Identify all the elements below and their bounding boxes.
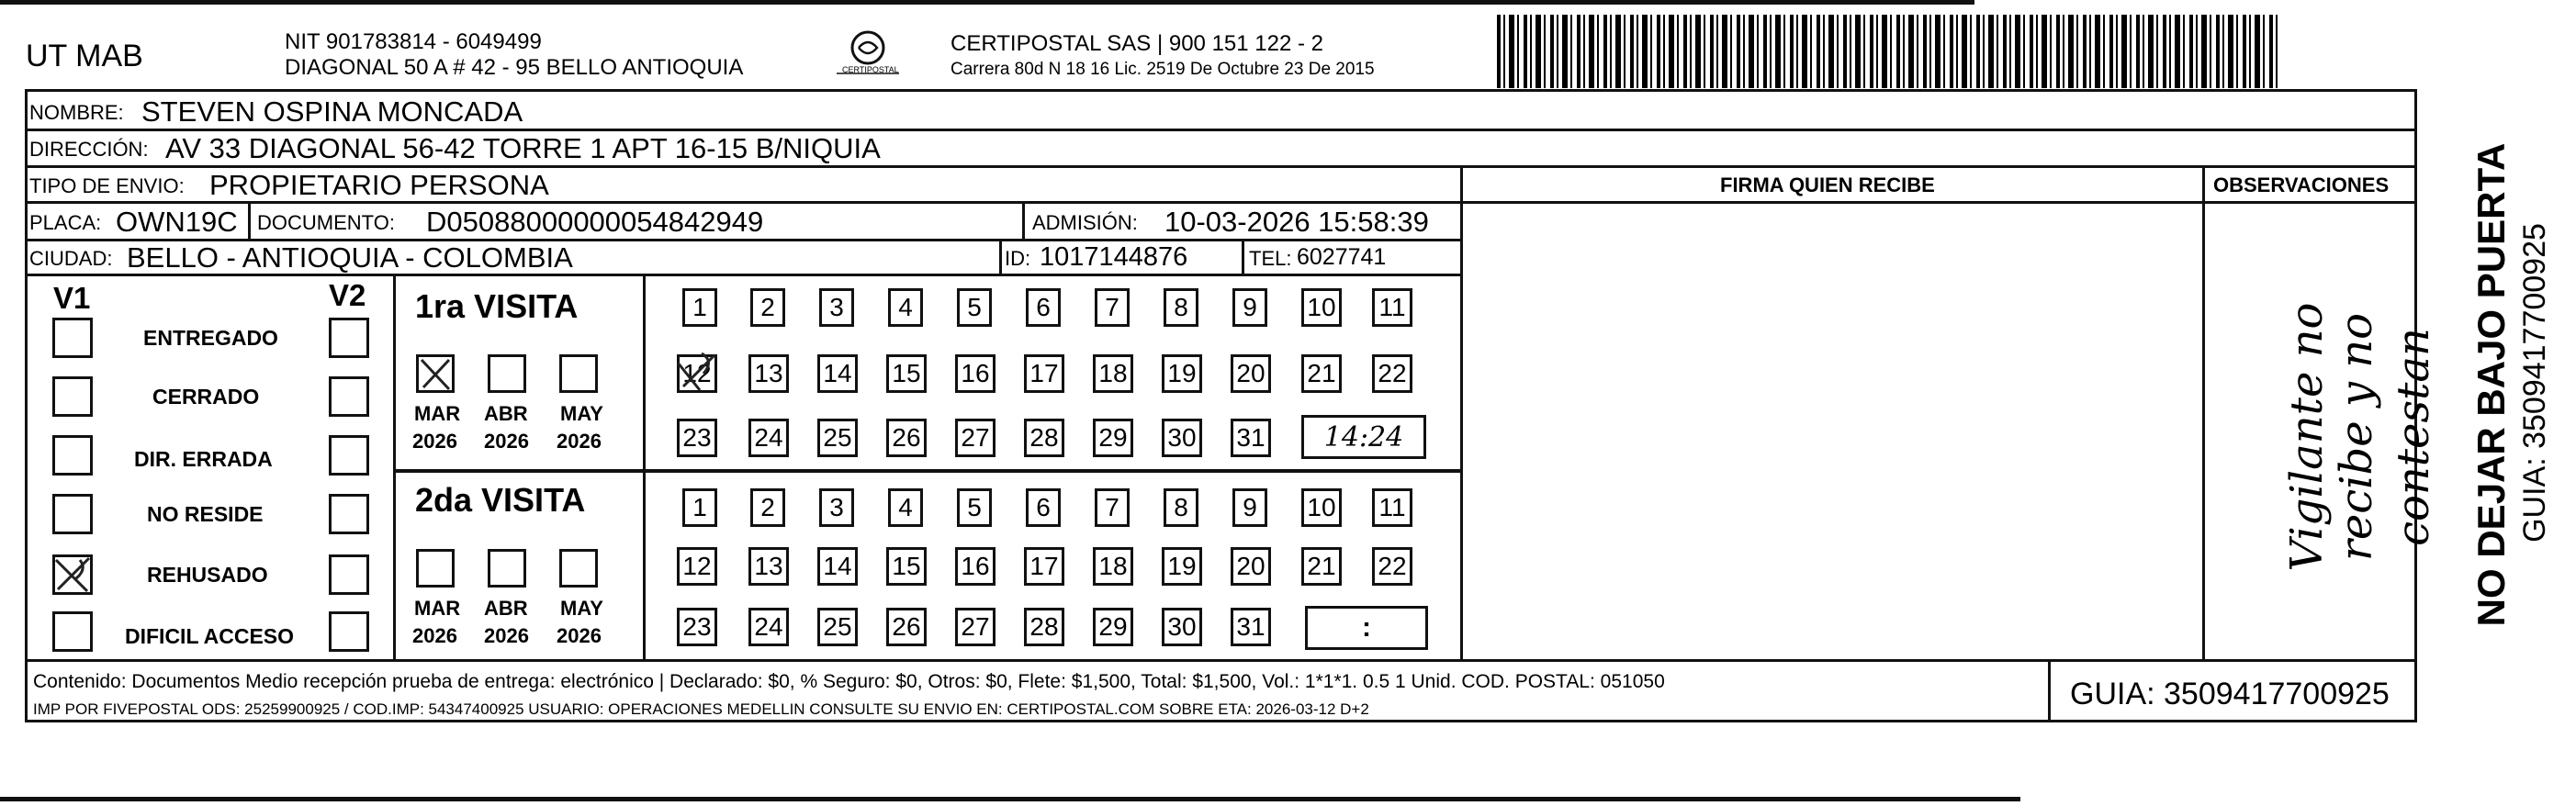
- year-label: 2026: [557, 430, 602, 453]
- day-box-v2[interactable]: 23: [677, 608, 717, 646]
- v1-label: V1: [53, 281, 91, 315]
- observaciones-header: OBSERVACIONES: [2213, 174, 2390, 196]
- company-address: DIAGONAL 50 A # 42 - 95 BELLO ANTIOQUIA: [285, 55, 744, 80]
- day-box-v2[interactable]: 10: [1301, 488, 1342, 527]
- v2-checkbox-cerrado[interactable]: [329, 376, 369, 417]
- day-box-v1[interactable]: 20: [1231, 354, 1271, 393]
- col-rule: [1242, 239, 1244, 275]
- col-rule: [999, 239, 1002, 275]
- v1-checkbox-no-reside[interactable]: [52, 494, 93, 534]
- day-box-v1[interactable]: 22: [1372, 354, 1412, 393]
- month-label: ABR: [484, 597, 528, 620]
- month-label: MAR: [414, 597, 461, 620]
- certipostal-logo: [831, 28, 905, 84]
- col-rule: [393, 275, 396, 661]
- day-box-v2[interactable]: 7: [1095, 488, 1130, 527]
- day-box-v1[interactable]: 13: [748, 354, 789, 393]
- tel-label: TEL:: [1249, 247, 1292, 270]
- day-box-v2[interactable]: 18: [1093, 547, 1133, 586]
- day-box-v1[interactable]: 15: [886, 354, 927, 393]
- day-box-v2[interactable]: 4: [888, 488, 923, 527]
- day-box-v2[interactable]: 1: [682, 488, 717, 527]
- day-box-v2[interactable]: 2: [750, 488, 785, 527]
- day-box-v2[interactable]: 20: [1231, 547, 1271, 586]
- year-label: 2026: [557, 624, 602, 647]
- day-box-v1[interactable]: 26: [886, 419, 927, 457]
- month-label: MAY: [560, 597, 603, 620]
- day-box-v2[interactable]: 21: [1301, 547, 1342, 586]
- footer-content-line: Contenido: Documentos Medio recepción prueba de entrega: electrónico | Declarado: $0, % Seguro: $0, Otros: $0, Flete: $1,500, Total: $1,500, Vol.: 1*1*1. 0.5 1 Unid. COD. POSTAL: 051050: [33, 671, 1665, 692]
- v1-checkbox-rehusado[interactable]: [52, 554, 93, 595]
- month-checkbox-may-2[interactable]: [559, 549, 598, 588]
- day-box-v2[interactable]: 11: [1372, 488, 1412, 527]
- day-box-v1[interactable]: 17: [1024, 354, 1064, 393]
- day-box-v1[interactable]: 16: [955, 354, 996, 393]
- id-label: ID:: [1005, 247, 1031, 270]
- month-checkbox-may-1[interactable]: [559, 354, 598, 393]
- day-box-v1[interactable]: 11: [1372, 288, 1412, 327]
- day-box-v2[interactable]: 9: [1232, 488, 1267, 527]
- documento-value: D05088000000054842949: [426, 206, 764, 238]
- day-box-v1[interactable]: 8: [1164, 288, 1198, 327]
- company-name: UT MAB: [26, 39, 143, 73]
- company-nit: NIT 901783814 - 6049499: [285, 29, 542, 54]
- day-box-v1[interactable]: 29: [1093, 419, 1133, 457]
- status-label-no-reside: NO RESIDE: [147, 502, 264, 526]
- col-rule: [1460, 165, 1463, 661]
- day-box-v1[interactable]: 4: [888, 288, 923, 327]
- day-box-v1[interactable]: 18: [1093, 354, 1133, 393]
- v1-checkbox-dir-errada[interactable]: [52, 435, 93, 476]
- year-label: 2026: [412, 430, 457, 453]
- day-box-v2[interactable]: 6: [1026, 488, 1061, 527]
- col-rule: [2202, 165, 2205, 661]
- observation-line: recibe y no: [2331, 312, 2382, 562]
- col-rule: [1022, 201, 1025, 240]
- day-box-v1-selected[interactable]: 12: [677, 354, 717, 393]
- barcode: [1497, 15, 2278, 88]
- day-box-v2[interactable]: 15: [886, 547, 927, 586]
- carrier-license: Carrera 80d N 18 16 Lic. 2519 De Octubre 23 De 2015: [951, 60, 1375, 79]
- v1-checkbox-dificil-acceso[interactable]: [52, 611, 93, 652]
- v2-checkbox-entregado[interactable]: [329, 318, 369, 358]
- side-guia: GUIA: 3509417700925: [2517, 223, 2552, 543]
- day-box-v2[interactable]: 14: [817, 547, 858, 586]
- day-box-v1[interactable]: 23: [677, 419, 717, 457]
- direccion-label: DIRECCIÓN:: [29, 138, 149, 161]
- nombre-value: STEVEN OSPINA MONCADA: [141, 95, 523, 128]
- v2-checkbox-no-reside[interactable]: [329, 494, 369, 534]
- handwritten-observation: [2206, 204, 2439, 658]
- day-box-v2[interactable]: 30: [1162, 608, 1202, 646]
- tel-value: 6027741: [1297, 244, 1387, 270]
- status-label-rehusado: REHUSADO: [147, 563, 268, 587]
- day-box-v1[interactable]: 5: [957, 288, 992, 327]
- tipo-envio-value: PROPIETARIO PERSONA: [209, 169, 549, 201]
- carrier-name: CERTIPOSTAL SAS | 900 151 122 - 2: [951, 31, 1323, 56]
- day-box-v1[interactable]: 31: [1231, 419, 1271, 457]
- day-box-v2[interactable]: 12: [677, 547, 717, 586]
- day-box-v1[interactable]: 2: [750, 288, 785, 327]
- visit-divider: [393, 469, 1462, 473]
- day-box-v2[interactable]: 26: [886, 608, 927, 646]
- observation-line: contestan: [2388, 328, 2439, 546]
- row-rule: [25, 274, 1462, 276]
- handwritten-check-icon: [416, 354, 455, 393]
- id-value: 1017144876: [1040, 242, 1188, 272]
- day-box-v1[interactable]: 28: [1024, 419, 1064, 457]
- day-box-v2[interactable]: 24: [748, 608, 789, 646]
- day-box-v2[interactable]: 3: [819, 488, 854, 527]
- year-label: 2026: [412, 624, 457, 647]
- day-box-v2[interactable]: 28: [1024, 608, 1064, 646]
- row-rule: [25, 165, 2417, 168]
- v1-checkbox-cerrado[interactable]: [52, 376, 93, 417]
- day-box-v2[interactable]: 31: [1231, 608, 1271, 646]
- status-label-dir-errada: DIR. ERRADA: [134, 447, 273, 471]
- ciudad-label: CIUDAD:: [29, 247, 113, 270]
- v2-label: V2: [329, 278, 366, 312]
- day-box-v1[interactable]: 3: [819, 288, 854, 327]
- v2-checkbox-dir-errada[interactable]: [329, 435, 369, 476]
- day-box-v2[interactable]: 25: [817, 608, 858, 646]
- day-box-v1[interactable]: 24: [748, 419, 789, 457]
- handwritten-check-icon: [52, 554, 93, 595]
- month-label: MAR: [414, 402, 461, 425]
- day-box-v2[interactable]: 22: [1372, 547, 1412, 586]
- firma-header: FIRMA QUIEN RECIBE: [1720, 174, 1935, 196]
- row-rule: [25, 129, 2417, 131]
- ciudad-value: BELLO - ANTIOQUIA - COLOMBIA: [127, 241, 573, 274]
- day-box-v1[interactable]: 6: [1026, 288, 1061, 327]
- day-box-v2[interactable]: 17: [1024, 547, 1064, 586]
- status-label-cerrado: CERRADO: [152, 385, 260, 409]
- status-label-entregado: ENTREGADO: [143, 326, 278, 350]
- logo-text: CERTIPOSTAL: [842, 65, 899, 74]
- direccion-value: AV 33 DIAGONAL 56-42 TORRE 1 APT 16-15 B/NIQUIA: [165, 132, 881, 164]
- month-checkbox-abr-1[interactable]: [488, 354, 526, 393]
- day-box-v2[interactable]: 29: [1093, 608, 1133, 646]
- day-box-v2[interactable]: 27: [955, 608, 996, 646]
- day-box-v2[interactable]: 8: [1164, 488, 1198, 527]
- row-rule: [25, 201, 1462, 204]
- admision-label: ADMISIÓN:: [1032, 211, 1138, 234]
- day-box-v1[interactable]: 14: [817, 354, 858, 393]
- placa-value: OWN19C: [116, 206, 238, 238]
- year-label: 2026: [484, 430, 529, 453]
- handwritten-check-icon: [674, 350, 720, 394]
- day-box-v1[interactable]: 30: [1162, 419, 1202, 457]
- col-rule: [643, 275, 646, 661]
- month-checkbox-abr-2[interactable]: [488, 549, 526, 588]
- observation-line: Vigilante no: [2281, 302, 2333, 572]
- time-box-v2[interactable]: :: [1305, 606, 1428, 650]
- day-box-v1[interactable]: 10: [1301, 288, 1342, 327]
- day-box-v1[interactable]: 9: [1232, 288, 1267, 327]
- day-box-v1[interactable]: 21: [1301, 354, 1342, 393]
- admision-value: 10-03-2026 15:58:39: [1164, 206, 1429, 238]
- col-rule: [2048, 659, 2051, 722]
- footer-print-line: IMP POR FIVEPOSTAL ODS: 25259900925 / COD.IMP: 54347400925 USUARIO: OPERACIONES MEDELLIN CONSULTE SU ENVIO EN: CERTIPOSTAL.COM SOBRE ETA: 2026-03-12 D+2: [33, 700, 1369, 718]
- footer-guia: GUIA: 3509417700925: [2070, 677, 2390, 711]
- month-checkbox-mar-2[interactable]: [416, 549, 455, 588]
- day-box-v2[interactable]: 16: [955, 547, 996, 586]
- placa-label: PLACA:: [29, 211, 102, 234]
- documento-label: DOCUMENTO:: [257, 211, 395, 234]
- day-box-v2[interactable]: 5: [957, 488, 992, 527]
- time-box-v1[interactable]: 14:24: [1301, 415, 1426, 459]
- day-box-v2[interactable]: 13: [748, 547, 789, 586]
- month-checkbox-mar-1[interactable]: [416, 354, 455, 393]
- col-rule: [248, 201, 251, 240]
- day-box-v1[interactable]: 27: [955, 419, 996, 457]
- nombre-label: NOMBRE:: [29, 101, 124, 124]
- top-rule: [0, 0, 1974, 5]
- first-visit-label: 1ra VISITA: [415, 287, 579, 325]
- month-label: MAY: [560, 402, 603, 425]
- v1-checkbox-entregado[interactable]: [52, 318, 93, 358]
- month-label: ABR: [484, 402, 528, 425]
- day-box-v2[interactable]: 19: [1162, 547, 1202, 586]
- day-box-v1[interactable]: 7: [1095, 288, 1130, 327]
- day-box-v1[interactable]: 25: [817, 419, 858, 457]
- v2-checkbox-rehusado[interactable]: [329, 554, 369, 595]
- status-label-dificil-acceso: DIFICIL ACCESO: [125, 624, 295, 648]
- v2-checkbox-dificil-acceso[interactable]: [329, 611, 369, 652]
- tipo-envio-label: TIPO DE ENVIO:: [29, 174, 185, 197]
- year-label: 2026: [484, 624, 529, 647]
- bottom-rule: [0, 797, 2020, 801]
- no-dejar-bajo-puerta: NO DEJAR BAJO PUERTA: [2469, 142, 2513, 627]
- second-visit-label: 2da VISITA: [415, 481, 586, 519]
- day-box-v1[interactable]: 19: [1162, 354, 1202, 393]
- footer-rule: [25, 659, 2417, 662]
- day-box-v1[interactable]: 1: [682, 288, 717, 327]
